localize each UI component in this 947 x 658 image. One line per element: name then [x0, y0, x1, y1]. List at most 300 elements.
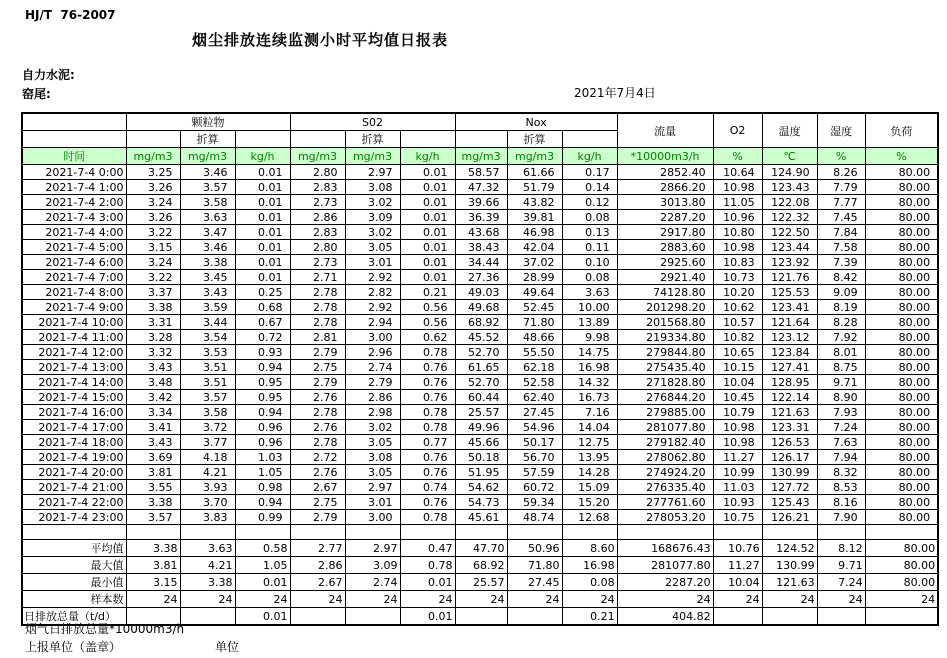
- value-cell: 3.22: [126, 270, 180, 285]
- time-cell: 2021-7-4 4:00: [22, 225, 126, 240]
- value-cell: 80.00: [865, 450, 938, 465]
- value-cell: 12.68: [562, 510, 617, 525]
- unit-mg: mg/m3: [507, 148, 562, 165]
- value-cell: 122.08: [762, 195, 817, 210]
- value-cell: 2917.80: [617, 225, 713, 240]
- value-cell: 80.00: [865, 574, 938, 591]
- value-cell: 3.38: [126, 495, 180, 510]
- value-cell: 3.26: [126, 180, 180, 195]
- empty-cell: [507, 525, 562, 540]
- time-cell: 2021-7-4 20:00: [22, 465, 126, 480]
- value-cell: 54.96: [507, 420, 562, 435]
- value-cell: 25.57: [455, 574, 507, 591]
- data-row: [22, 270, 938, 285]
- location-label: 窑尾:: [22, 87, 51, 101]
- value-cell: 0.98: [235, 480, 290, 495]
- value-cell: 271828.80: [617, 375, 713, 390]
- value-cell: 2.76: [290, 390, 345, 405]
- value-cell: 0.94: [235, 360, 290, 375]
- value-cell: 52.45: [507, 300, 562, 315]
- value-cell: 24: [126, 591, 180, 608]
- value-cell: 0.78: [400, 557, 455, 574]
- data-row: [22, 420, 938, 435]
- value-cell: 14.28: [562, 465, 617, 480]
- value-cell: 3.57: [180, 180, 235, 195]
- summary-label: 日排放总量（t/d）: [22, 608, 126, 626]
- value-cell: 3.93: [180, 480, 235, 495]
- report-table: [21, 112, 939, 626]
- value-cell: 7.84: [817, 225, 865, 240]
- value-cell: [290, 608, 345, 626]
- value-cell: 71.80: [507, 557, 562, 574]
- time-cell: 2021-7-4 17:00: [22, 420, 126, 435]
- value-cell: 2.83: [290, 180, 345, 195]
- value-cell: 276335.40: [617, 480, 713, 495]
- value-cell: 27.36: [455, 270, 507, 285]
- time-cell: 2021-7-4 16:00: [22, 405, 126, 420]
- header-empty-cell: [562, 131, 617, 148]
- header-conv-so2: 折算: [345, 131, 400, 148]
- value-cell: 123.31: [762, 420, 817, 435]
- reporting-unit-stamp-label: 上报单位（盖章）: [25, 640, 122, 654]
- value-cell: 3.41: [126, 420, 180, 435]
- value-cell: 3.05: [345, 240, 400, 255]
- value-cell: 12.75: [562, 435, 617, 450]
- value-cell: 80.00: [865, 330, 938, 345]
- value-cell: 3.15: [126, 240, 180, 255]
- value-cell: 281077.80: [617, 420, 713, 435]
- header-group-row: [22, 113, 938, 131]
- value-cell: 0.47: [400, 540, 455, 557]
- value-cell: 3.00: [345, 330, 400, 345]
- header-empty-cell: [455, 131, 507, 148]
- value-cell: 80.00: [865, 390, 938, 405]
- value-cell: 16.98: [562, 557, 617, 574]
- value-cell: 8.60: [562, 540, 617, 557]
- value-cell: 3.59: [180, 300, 235, 315]
- value-cell: 0.58: [235, 540, 290, 557]
- value-cell: 0.01: [400, 210, 455, 225]
- time-cell: 2021-7-4 5:00: [22, 240, 126, 255]
- value-cell: 0.21: [562, 608, 617, 626]
- value-cell: 3.00: [345, 510, 400, 525]
- value-cell: 54.62: [455, 480, 507, 495]
- value-cell: 24: [290, 591, 345, 608]
- value-cell: 121.76: [762, 270, 817, 285]
- value-cell: 10.98: [713, 435, 762, 450]
- summary-row: [22, 557, 938, 574]
- value-cell: 3.02: [345, 195, 400, 210]
- value-cell: 24: [713, 591, 762, 608]
- data-row: [22, 195, 938, 210]
- value-cell: 2.73: [290, 195, 345, 210]
- value-cell: 80.00: [865, 315, 938, 330]
- value-cell: 201298.20: [617, 300, 713, 315]
- value-cell: 2.92: [345, 270, 400, 285]
- value-cell: 2.79: [290, 375, 345, 390]
- value-cell: 80.00: [865, 405, 938, 420]
- value-cell: 10.80: [713, 225, 762, 240]
- value-cell: [180, 608, 235, 626]
- value-cell: 3.32: [126, 345, 180, 360]
- value-cell: 7.63: [817, 435, 865, 450]
- value-cell: 61.66: [507, 165, 562, 180]
- value-cell: 3.38: [126, 540, 180, 557]
- header-empty-cell: [400, 131, 455, 148]
- value-cell: 3.31: [126, 315, 180, 330]
- value-cell: 10.83: [713, 255, 762, 270]
- value-cell: 51.95: [455, 465, 507, 480]
- value-cell: 0.12: [562, 195, 617, 210]
- page-title: 烟尘排放连续监测小时平均值日报表: [191, 31, 448, 49]
- value-cell: 2.97: [345, 480, 400, 495]
- header-units-row: [22, 148, 938, 165]
- value-cell: 0.56: [400, 300, 455, 315]
- standard-number: HJ/T 76-2007: [25, 8, 116, 22]
- value-cell: 80.00: [865, 495, 938, 510]
- data-row: [22, 495, 938, 510]
- value-cell: 80.00: [865, 360, 938, 375]
- value-cell: 10.65: [713, 345, 762, 360]
- value-cell: 10.99: [713, 465, 762, 480]
- value-cell: 0.77: [400, 435, 455, 450]
- value-cell: 281077.80: [617, 557, 713, 574]
- value-cell: 43.82: [507, 195, 562, 210]
- empty-cell: [865, 525, 938, 540]
- value-cell: 1.05: [235, 557, 290, 574]
- value-cell: 3.46: [180, 165, 235, 180]
- value-cell: 43.68: [455, 225, 507, 240]
- time-cell: 2021-7-4 14:00: [22, 375, 126, 390]
- value-cell: 11.27: [713, 450, 762, 465]
- value-cell: 25.57: [455, 405, 507, 420]
- value-cell: 0.78: [400, 420, 455, 435]
- value-cell: 2287.20: [617, 210, 713, 225]
- value-cell: 2.71: [290, 270, 345, 285]
- value-cell: 11.05: [713, 195, 762, 210]
- value-cell: 49.03: [455, 285, 507, 300]
- value-cell: 0.78: [400, 510, 455, 525]
- time-cell: 2021-7-4 13:00: [22, 360, 126, 375]
- value-cell: 10.98: [713, 420, 762, 435]
- value-cell: 7.94: [817, 450, 865, 465]
- value-cell: 9.09: [817, 285, 865, 300]
- unit-mg: mg/m3: [126, 148, 180, 165]
- value-cell: 123.43: [762, 180, 817, 195]
- value-cell: 8.28: [817, 315, 865, 330]
- time-cell: 2021-7-4 12:00: [22, 345, 126, 360]
- value-cell: 47.70: [455, 540, 507, 557]
- value-cell: 80.00: [865, 557, 938, 574]
- value-cell: 3.81: [126, 557, 180, 574]
- value-cell: 278062.80: [617, 450, 713, 465]
- value-cell: 0.01: [400, 165, 455, 180]
- value-cell: 10.15: [713, 360, 762, 375]
- value-cell: 8.75: [817, 360, 865, 375]
- value-cell: 3.26: [126, 210, 180, 225]
- value-cell: 0.76: [400, 465, 455, 480]
- value-cell: 10.73: [713, 270, 762, 285]
- value-cell: 2287.20: [617, 574, 713, 591]
- value-cell: 62.40: [507, 390, 562, 405]
- value-cell: 56.70: [507, 450, 562, 465]
- header-empty-cell: [22, 113, 126, 131]
- value-cell: 45.52: [455, 330, 507, 345]
- value-cell: 3.44: [180, 315, 235, 330]
- header-group-pm: 颗粒物: [126, 113, 290, 131]
- data-row: [22, 405, 938, 420]
- value-cell: 2.81: [290, 330, 345, 345]
- value-cell: 124.90: [762, 165, 817, 180]
- data-row: [22, 255, 938, 270]
- time-cell: 2021-7-4 0:00: [22, 165, 126, 180]
- value-cell: 404.82: [617, 608, 713, 626]
- value-cell: 80.00: [865, 270, 938, 285]
- value-cell: 0.17: [562, 165, 617, 180]
- value-cell: 7.39: [817, 255, 865, 270]
- time-cell: 2021-7-4 19:00: [22, 450, 126, 465]
- value-cell: 0.01: [400, 225, 455, 240]
- value-cell: 0.01: [400, 180, 455, 195]
- value-cell: 0.62: [400, 330, 455, 345]
- data-row: [22, 330, 938, 345]
- value-cell: 277761.60: [617, 495, 713, 510]
- time-cell: 2021-7-4 18:00: [22, 435, 126, 450]
- data-row: [22, 435, 938, 450]
- value-cell: 10.76: [713, 540, 762, 557]
- value-cell: 0.74: [400, 480, 455, 495]
- time-cell: 2021-7-4 15:00: [22, 390, 126, 405]
- value-cell: 0.10: [562, 255, 617, 270]
- value-cell: 3.51: [180, 375, 235, 390]
- value-cell: 80.00: [865, 540, 938, 557]
- value-cell: 0.76: [400, 450, 455, 465]
- value-cell: 11.03: [713, 480, 762, 495]
- value-cell: 7.58: [817, 240, 865, 255]
- empty-cell: [617, 525, 713, 540]
- data-row: [22, 390, 938, 405]
- value-cell: 8.26: [817, 165, 865, 180]
- flow-total-note: 烟气日排放总量*10000m3/h: [25, 622, 185, 636]
- value-cell: 24: [235, 591, 290, 608]
- value-cell: 24: [762, 591, 817, 608]
- value-cell: 2.72: [290, 450, 345, 465]
- value-cell: 80.00: [865, 255, 938, 270]
- value-cell: 8.90: [817, 390, 865, 405]
- value-cell: 2.75: [290, 495, 345, 510]
- value-cell: 80.00: [865, 465, 938, 480]
- value-cell: 3.05: [345, 465, 400, 480]
- unit-mg: mg/m3: [345, 148, 400, 165]
- value-cell: 0.96: [235, 420, 290, 435]
- header-group-nox: Nox: [455, 113, 617, 131]
- empty-cell: [713, 525, 762, 540]
- value-cell: 123.44: [762, 240, 817, 255]
- value-cell: 0.01: [235, 180, 290, 195]
- value-cell: 2.67: [290, 480, 345, 495]
- value-cell: 0.76: [400, 495, 455, 510]
- summary-label: 最小值: [22, 574, 126, 591]
- value-cell: 7.24: [817, 420, 865, 435]
- value-cell: 49.64: [507, 285, 562, 300]
- value-cell: 3.46: [180, 240, 235, 255]
- value-cell: 4.18: [180, 450, 235, 465]
- value-cell: 2.79: [345, 375, 400, 390]
- time-cell: 2021-7-4 9:00: [22, 300, 126, 315]
- value-cell: 122.50: [762, 225, 817, 240]
- empty-cell: [400, 525, 455, 540]
- value-cell: 8.32: [817, 465, 865, 480]
- value-cell: 46.98: [507, 225, 562, 240]
- value-cell: 0.01: [235, 608, 290, 626]
- value-cell: 60.72: [507, 480, 562, 495]
- data-row: [22, 285, 938, 300]
- empty-cell: [762, 525, 817, 540]
- value-cell: 3.05: [345, 435, 400, 450]
- value-cell: 3.43: [126, 435, 180, 450]
- value-cell: 3.53: [180, 345, 235, 360]
- value-cell: 123.84: [762, 345, 817, 360]
- value-cell: 2.86: [345, 390, 400, 405]
- time-cell: 2021-7-4 8:00: [22, 285, 126, 300]
- value-cell: 80.00: [865, 345, 938, 360]
- value-cell: 0.76: [400, 360, 455, 375]
- value-cell: 80.00: [865, 435, 938, 450]
- value-cell: 3.25: [126, 165, 180, 180]
- value-cell: 2.78: [290, 315, 345, 330]
- value-cell: 3.38: [180, 255, 235, 270]
- value-cell: 16.98: [562, 360, 617, 375]
- value-cell: 3.34: [126, 405, 180, 420]
- value-cell: 10.79: [713, 405, 762, 420]
- value-cell: 3.09: [345, 557, 400, 574]
- value-cell: 68.92: [455, 557, 507, 574]
- value-cell: 24: [507, 591, 562, 608]
- value-cell: 3.47: [180, 225, 235, 240]
- value-cell: 74128.80: [617, 285, 713, 300]
- value-cell: 24: [345, 591, 400, 608]
- spacer-row: [22, 525, 938, 540]
- unit-kgh: kg/h: [562, 148, 617, 165]
- value-cell: 126.53: [762, 435, 817, 450]
- summary-row: [22, 591, 938, 608]
- value-cell: 3.83: [180, 510, 235, 525]
- value-cell: 14.32: [562, 375, 617, 390]
- value-cell: [345, 608, 400, 626]
- value-cell: 8.19: [817, 300, 865, 315]
- value-cell: 0.99: [235, 510, 290, 525]
- value-cell: 8.42: [817, 270, 865, 285]
- value-cell: 3.43: [126, 360, 180, 375]
- value-cell: 0.01: [400, 608, 455, 626]
- value-cell: 278053.20: [617, 510, 713, 525]
- value-cell: 80.00: [865, 210, 938, 225]
- empty-cell: [455, 525, 507, 540]
- table-header: [22, 113, 938, 165]
- value-cell: 7.16: [562, 405, 617, 420]
- value-cell: 8.16: [817, 495, 865, 510]
- value-cell: 2.78: [290, 405, 345, 420]
- time-cell: 2021-7-4 3:00: [22, 210, 126, 225]
- value-cell: 2.74: [345, 360, 400, 375]
- value-cell: 275435.40: [617, 360, 713, 375]
- header-temperature: 温度: [762, 113, 817, 148]
- value-cell: 4.21: [180, 557, 235, 574]
- value-cell: 8.53: [817, 480, 865, 495]
- value-cell: 125.43: [762, 495, 817, 510]
- value-cell: 3.42: [126, 390, 180, 405]
- value-cell: 28.99: [507, 270, 562, 285]
- empty-cell: [126, 525, 180, 540]
- value-cell: 80.00: [865, 510, 938, 525]
- value-cell: 7.92: [817, 330, 865, 345]
- value-cell: 279844.80: [617, 345, 713, 360]
- value-cell: 47.32: [455, 180, 507, 195]
- value-cell: 37.02: [507, 255, 562, 270]
- value-cell: 219334.80: [617, 330, 713, 345]
- value-cell: 0.01: [235, 195, 290, 210]
- data-row: [22, 345, 938, 360]
- value-cell: 55.50: [507, 345, 562, 360]
- value-cell: 3.57: [126, 510, 180, 525]
- value-cell: [762, 608, 817, 626]
- value-cell: 2.77: [290, 540, 345, 557]
- value-cell: 10.62: [713, 300, 762, 315]
- value-cell: 0.78: [400, 345, 455, 360]
- value-cell: 0.76: [400, 390, 455, 405]
- value-cell: 0.01: [400, 574, 455, 591]
- value-cell: 2.79: [290, 510, 345, 525]
- value-cell: 48.66: [507, 330, 562, 345]
- value-cell: 10.64: [713, 165, 762, 180]
- value-cell: 2921.40: [617, 270, 713, 285]
- value-cell: 127.41: [762, 360, 817, 375]
- value-cell: 279182.40: [617, 435, 713, 450]
- value-cell: 274924.20: [617, 465, 713, 480]
- value-cell: 3.57: [180, 390, 235, 405]
- value-cell: [817, 608, 865, 626]
- value-cell: 127.72: [762, 480, 817, 495]
- value-cell: 2.76: [290, 420, 345, 435]
- value-cell: 80.00: [865, 195, 938, 210]
- header-empty-cell: [290, 131, 345, 148]
- value-cell: 2.80: [290, 165, 345, 180]
- value-cell: 3.63: [180, 210, 235, 225]
- value-cell: 9.98: [562, 330, 617, 345]
- value-cell: 10.96: [713, 210, 762, 225]
- time-cell: 2021-7-4 11:00: [22, 330, 126, 345]
- value-cell: 0.67: [235, 315, 290, 330]
- value-cell: 3.69: [126, 450, 180, 465]
- value-cell: 279885.00: [617, 405, 713, 420]
- header-load: 负荷: [865, 113, 938, 148]
- empty-cell: [345, 525, 400, 540]
- value-cell: 0.94: [235, 405, 290, 420]
- value-cell: 0.14: [562, 180, 617, 195]
- value-cell: 3.54: [180, 330, 235, 345]
- value-cell: 2.92: [345, 300, 400, 315]
- value-cell: 7.45: [817, 210, 865, 225]
- empty-cell: [817, 525, 865, 540]
- value-cell: 126.21: [762, 510, 817, 525]
- unit-kgh: kg/h: [400, 148, 455, 165]
- data-row: [22, 510, 938, 525]
- value-cell: 2.80: [290, 240, 345, 255]
- value-cell: 0.56: [400, 315, 455, 330]
- value-cell: [455, 608, 507, 626]
- unit-label: 单位: [215, 640, 240, 654]
- value-cell: 0.01: [400, 270, 455, 285]
